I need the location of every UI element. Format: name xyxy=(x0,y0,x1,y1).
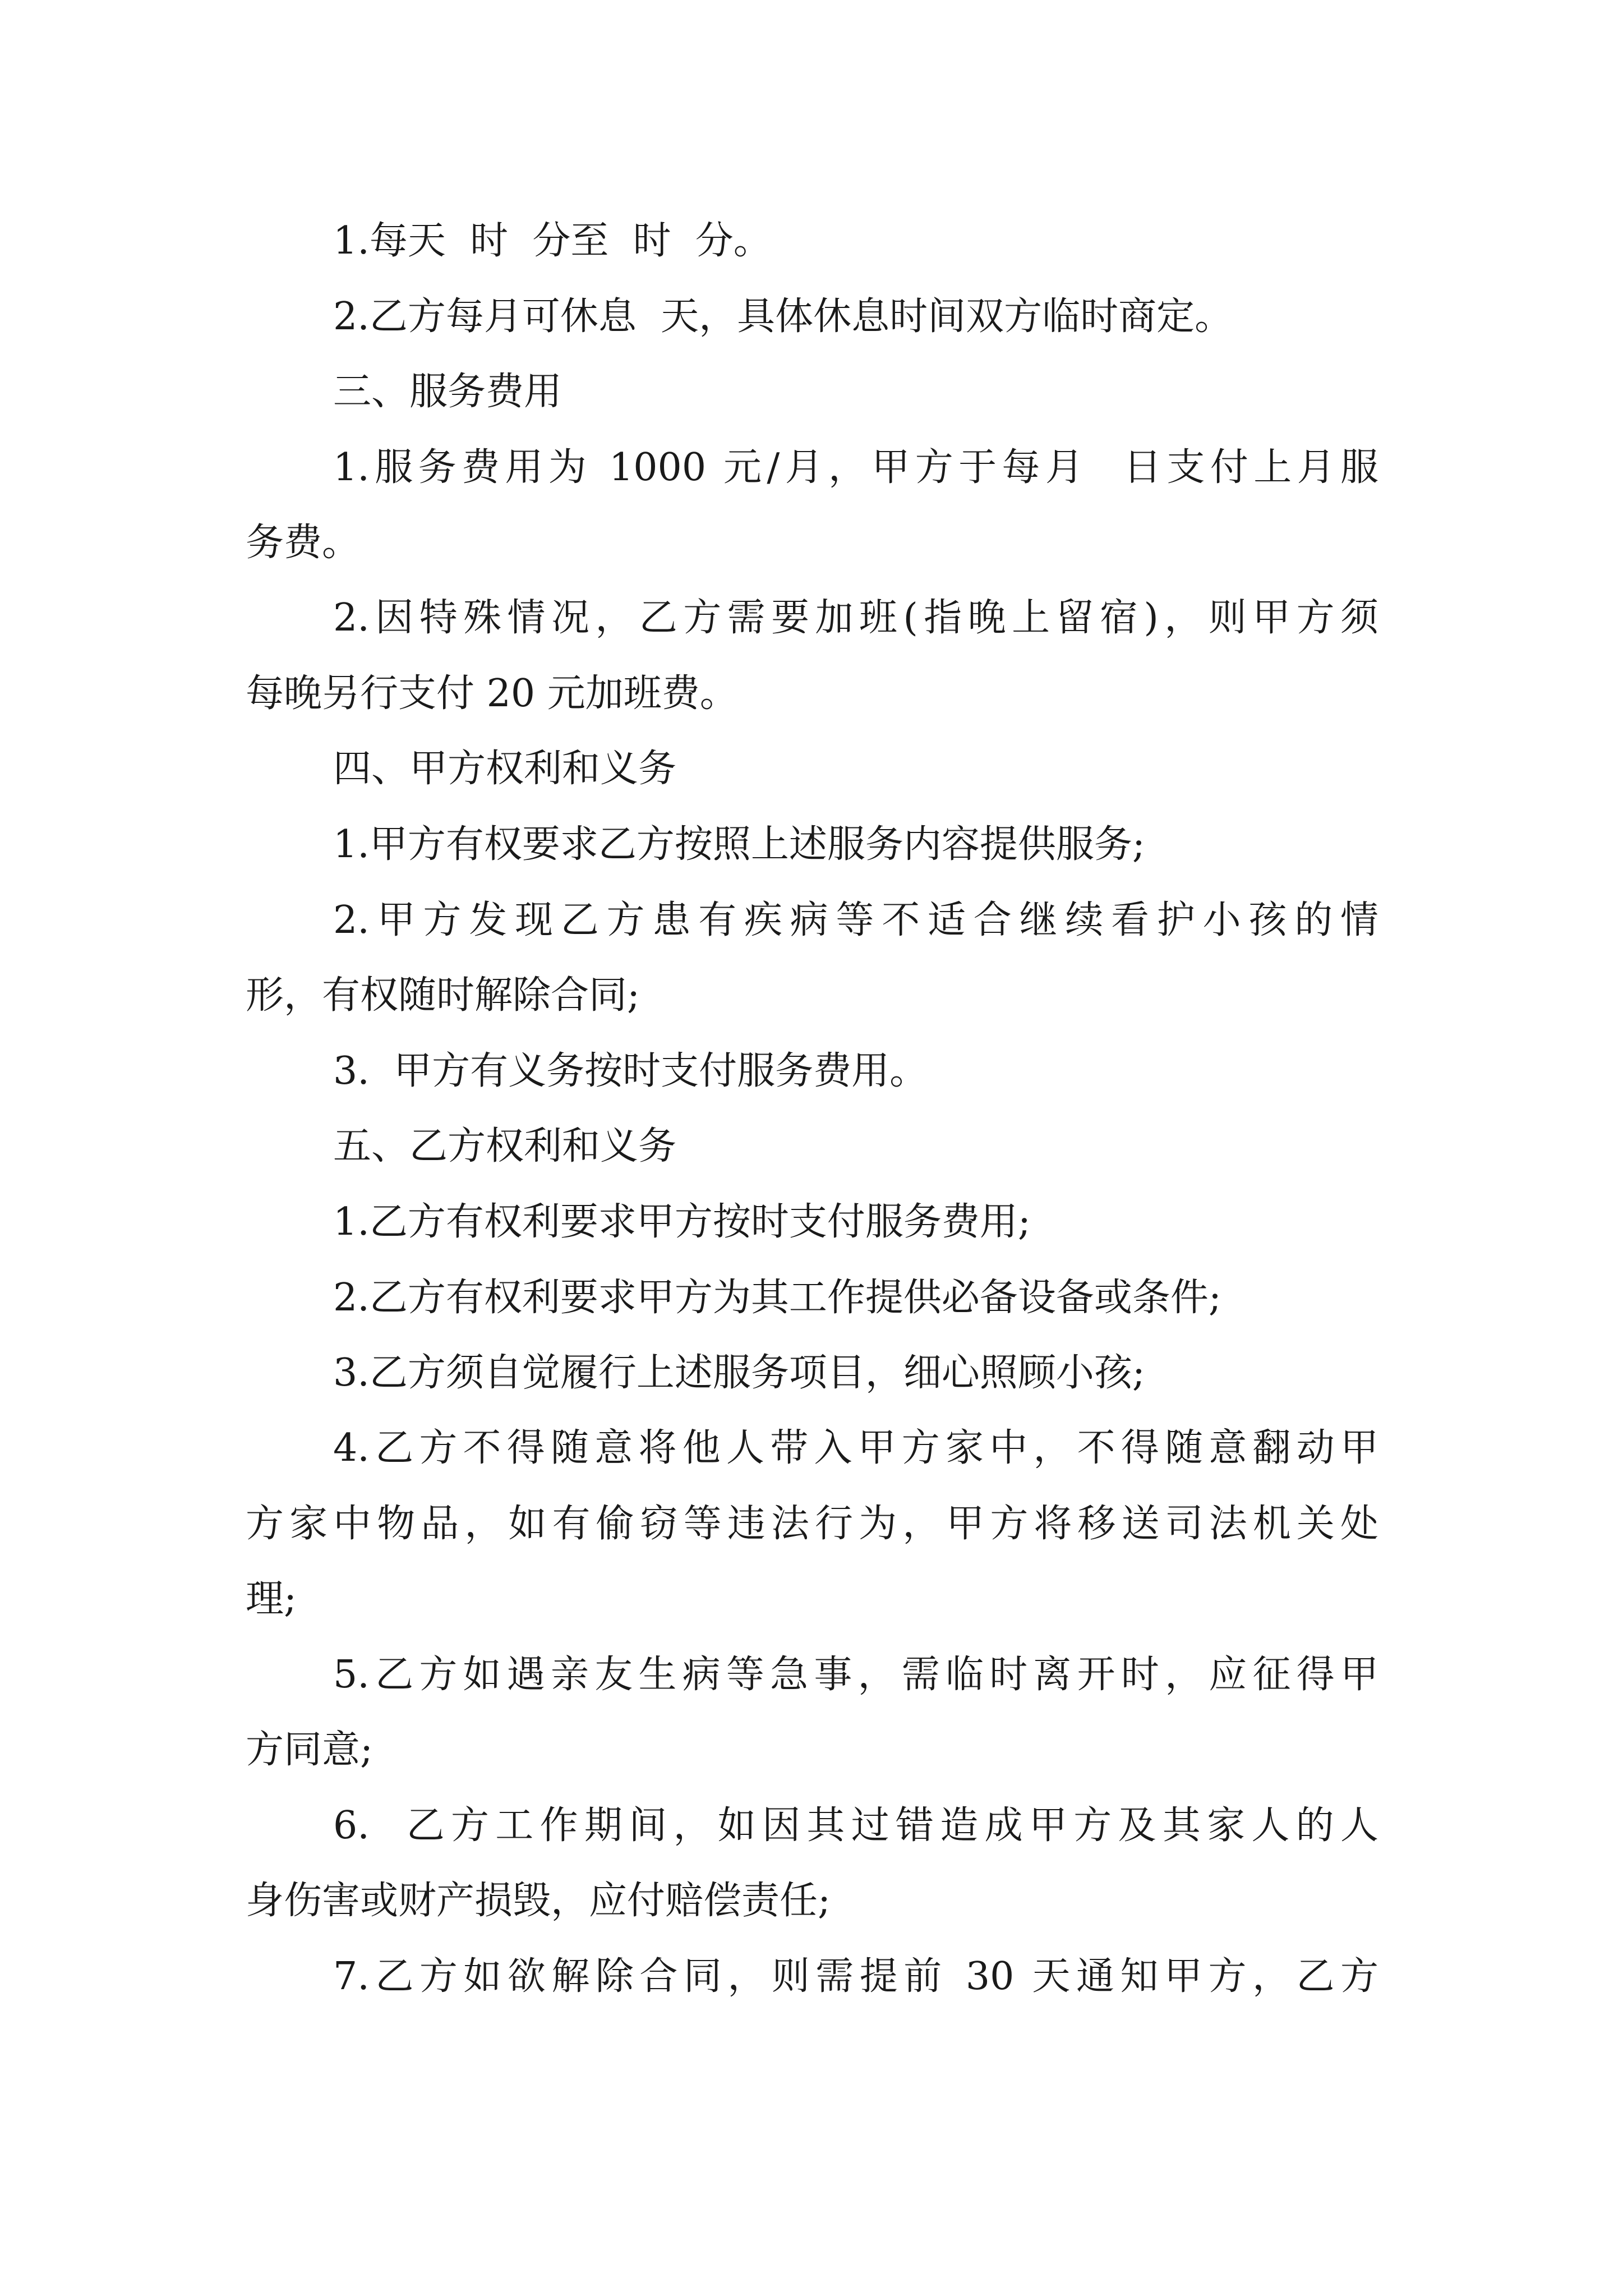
text-line: 身伤害或财产损毁，应付赔偿责任; xyxy=(246,1879,831,1923)
text-line: 2.乙方有权利要求甲方为其工作提供必备设备或条件; xyxy=(333,1276,1221,1320)
text-line: 务费。 xyxy=(246,521,361,565)
text-line: 4.乙方不得随意将他人带入甲方家中，不得随意翻动甲 xyxy=(333,1426,1378,1470)
text-line: 1.服务费用为 1000 元/月，甲方于每月 日支付上月服 xyxy=(333,445,1378,490)
text-line: 5.乙方如遇亲友生病等急事，需临时离开时，应征得甲 xyxy=(333,1653,1378,1697)
text-line: 1.每天 时 分至 时 分。 xyxy=(333,219,772,263)
text-line: 每晚另行支付 20 元加班费。 xyxy=(246,671,738,716)
section-heading: 三、服务费用 xyxy=(333,370,562,414)
text-line: 1.乙方有权利要求甲方按时支付服务费用; xyxy=(333,1200,1031,1244)
text-line: 2.甲方发现乙方患有疾病等不适合继续看护小孩的情 xyxy=(333,898,1378,942)
text-line: 3. 甲方有义务按时支付服务费用。 xyxy=(333,1049,928,1093)
text-line: 2.因特殊情况，乙方需要加班(指晚上留宿)，则甲方须 xyxy=(333,596,1378,640)
section-heading: 五、乙方权利和义务 xyxy=(333,1124,677,1168)
text-line: 理; xyxy=(246,1577,297,1621)
text-line: 形，有权随时解除合同; xyxy=(246,973,640,1018)
text-line: 7.乙方如欲解除合同，则需提前 30 天通知甲方，乙方 xyxy=(333,1954,1378,1999)
text-line: 2.乙方每月可休息 天，具体休息时间双方临时商定。 xyxy=(333,295,1233,339)
text-line: 方同意; xyxy=(246,1728,373,1772)
text-line: 6. 乙方工作期间，如因其过错造成甲方及其家人的人 xyxy=(333,1803,1378,1848)
text-line: 方家中物品，如有偷窃等违法行为，甲方将移送司法机关处 xyxy=(246,1502,1378,1546)
text-line: 1.甲方有权要求乙方按照上述服务内容提供服务; xyxy=(333,822,1145,867)
section-heading: 四、甲方权利和义务 xyxy=(333,747,677,791)
text-line: 3.乙方须自觉履行上述服务项目，细心照顾小孩; xyxy=(333,1351,1145,1395)
